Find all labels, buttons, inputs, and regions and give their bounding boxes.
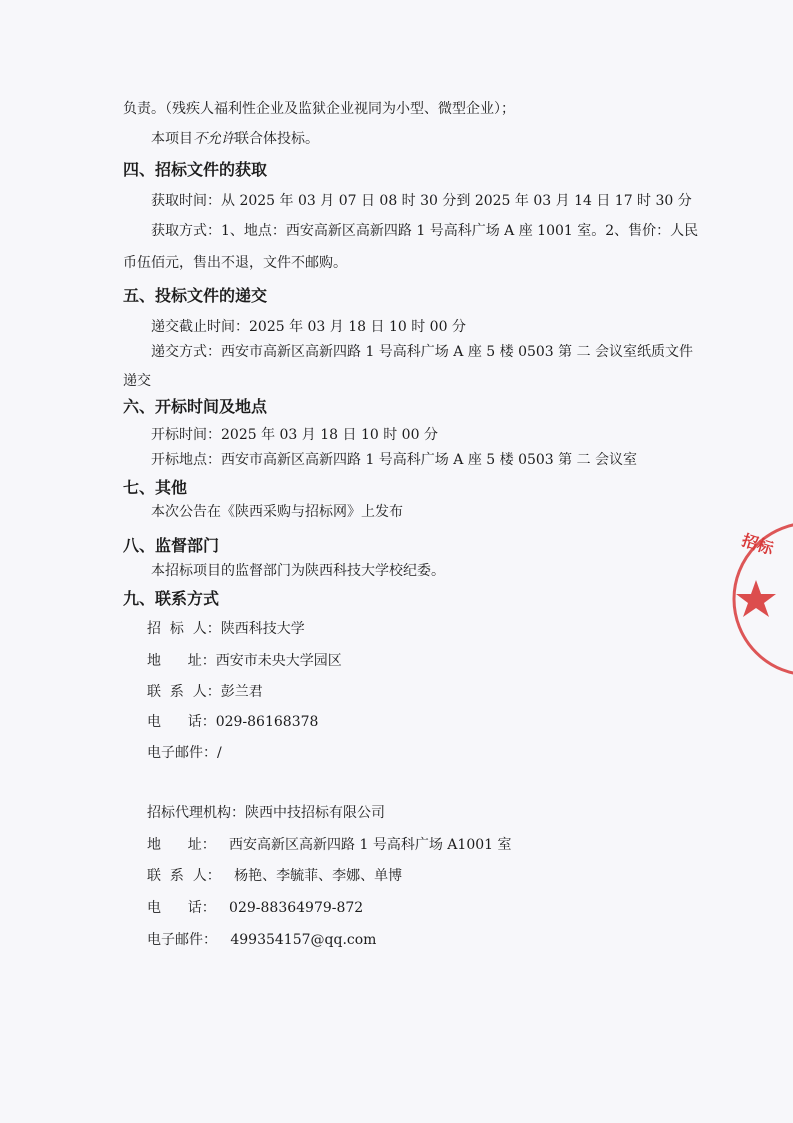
text-line: 本次公告在《陕西采购与招标网》上发布 [151, 504, 403, 520]
text-line: 币伍佰元，售出不退，文件不邮购。 [123, 255, 347, 271]
text-line: 递交 [123, 373, 151, 389]
section-heading: 八、监督部门 [123, 536, 220, 555]
contact-line: 电子邮件： 499354157@qq.com [147, 932, 377, 948]
contact-line: 联 系 人：彭兰君 [147, 684, 263, 700]
contact-line: 电 话：029-86168378 [147, 714, 319, 730]
text-line: 递交方式：西安市高新区高新四路 1 号高科广场 A 座 5 楼 0503 第 二 会议室纸质文件 [151, 344, 694, 360]
text-line: 本招标项目的监督部门为陕西科技大学校纪委。 [151, 563, 445, 579]
text-line: 获取时间：从 2025 年 03 月 07 日 08 时 30 分到 2025 年 03 月 14 日 17 时 30 分 [151, 193, 692, 209]
text-line: 负责。（残疾人福利性企业及监狱企业视同为小型、微型企业）； [123, 101, 515, 117]
section-heading: 七、其他 [123, 478, 188, 497]
text-line [151, 130, 319, 148]
section-heading: 九、联系方式 [123, 589, 220, 608]
contact-line: 地 址：西安市未央大学园区 [147, 653, 342, 669]
contact-line: 地 址： 西安高新区高新四路 1 号高科广场 A1001 室 [147, 837, 512, 853]
contact-line: 电 话： 029-88364979-872 [147, 900, 364, 916]
section-heading: 六、开标时间及地点 [123, 397, 268, 416]
contact-line: 招标代理机构：陕西中技招标有限公司 [147, 805, 385, 821]
emphasis-text: 不允许 [193, 131, 235, 147]
seal-text: 招标 [739, 530, 776, 559]
section-heading: 五、投标文件的递交 [123, 286, 268, 305]
contact-line: 招 标 人：陕西科技大学 [147, 621, 305, 637]
official-seal [728, 518, 793, 680]
contact-line: 联 系 人： 杨艳、李毓菲、李娜、单博 [147, 868, 403, 884]
contact-line: 电子邮件：/ [147, 745, 222, 761]
text-span: 联合体投标。 [235, 131, 319, 147]
text-line: 递交截止时间：2025 年 03 月 18 日 10 时 00 分 [151, 319, 466, 335]
text-span: 本项目 [151, 131, 193, 147]
text-line: 获取方式：1、地点：西安高新区高新四路 1 号高科广场 A 座 1001 室。2、售价：人民 [151, 223, 699, 239]
text-line: 开标时间：2025 年 03 月 18 日 10 时 00 分 [151, 427, 438, 443]
text-line: 开标地点：西安市高新区高新四路 1 号高科广场 A 座 5 楼 0503 第 二 会议室 [151, 452, 638, 468]
section-heading: 四、招标文件的获取 [123, 160, 268, 179]
